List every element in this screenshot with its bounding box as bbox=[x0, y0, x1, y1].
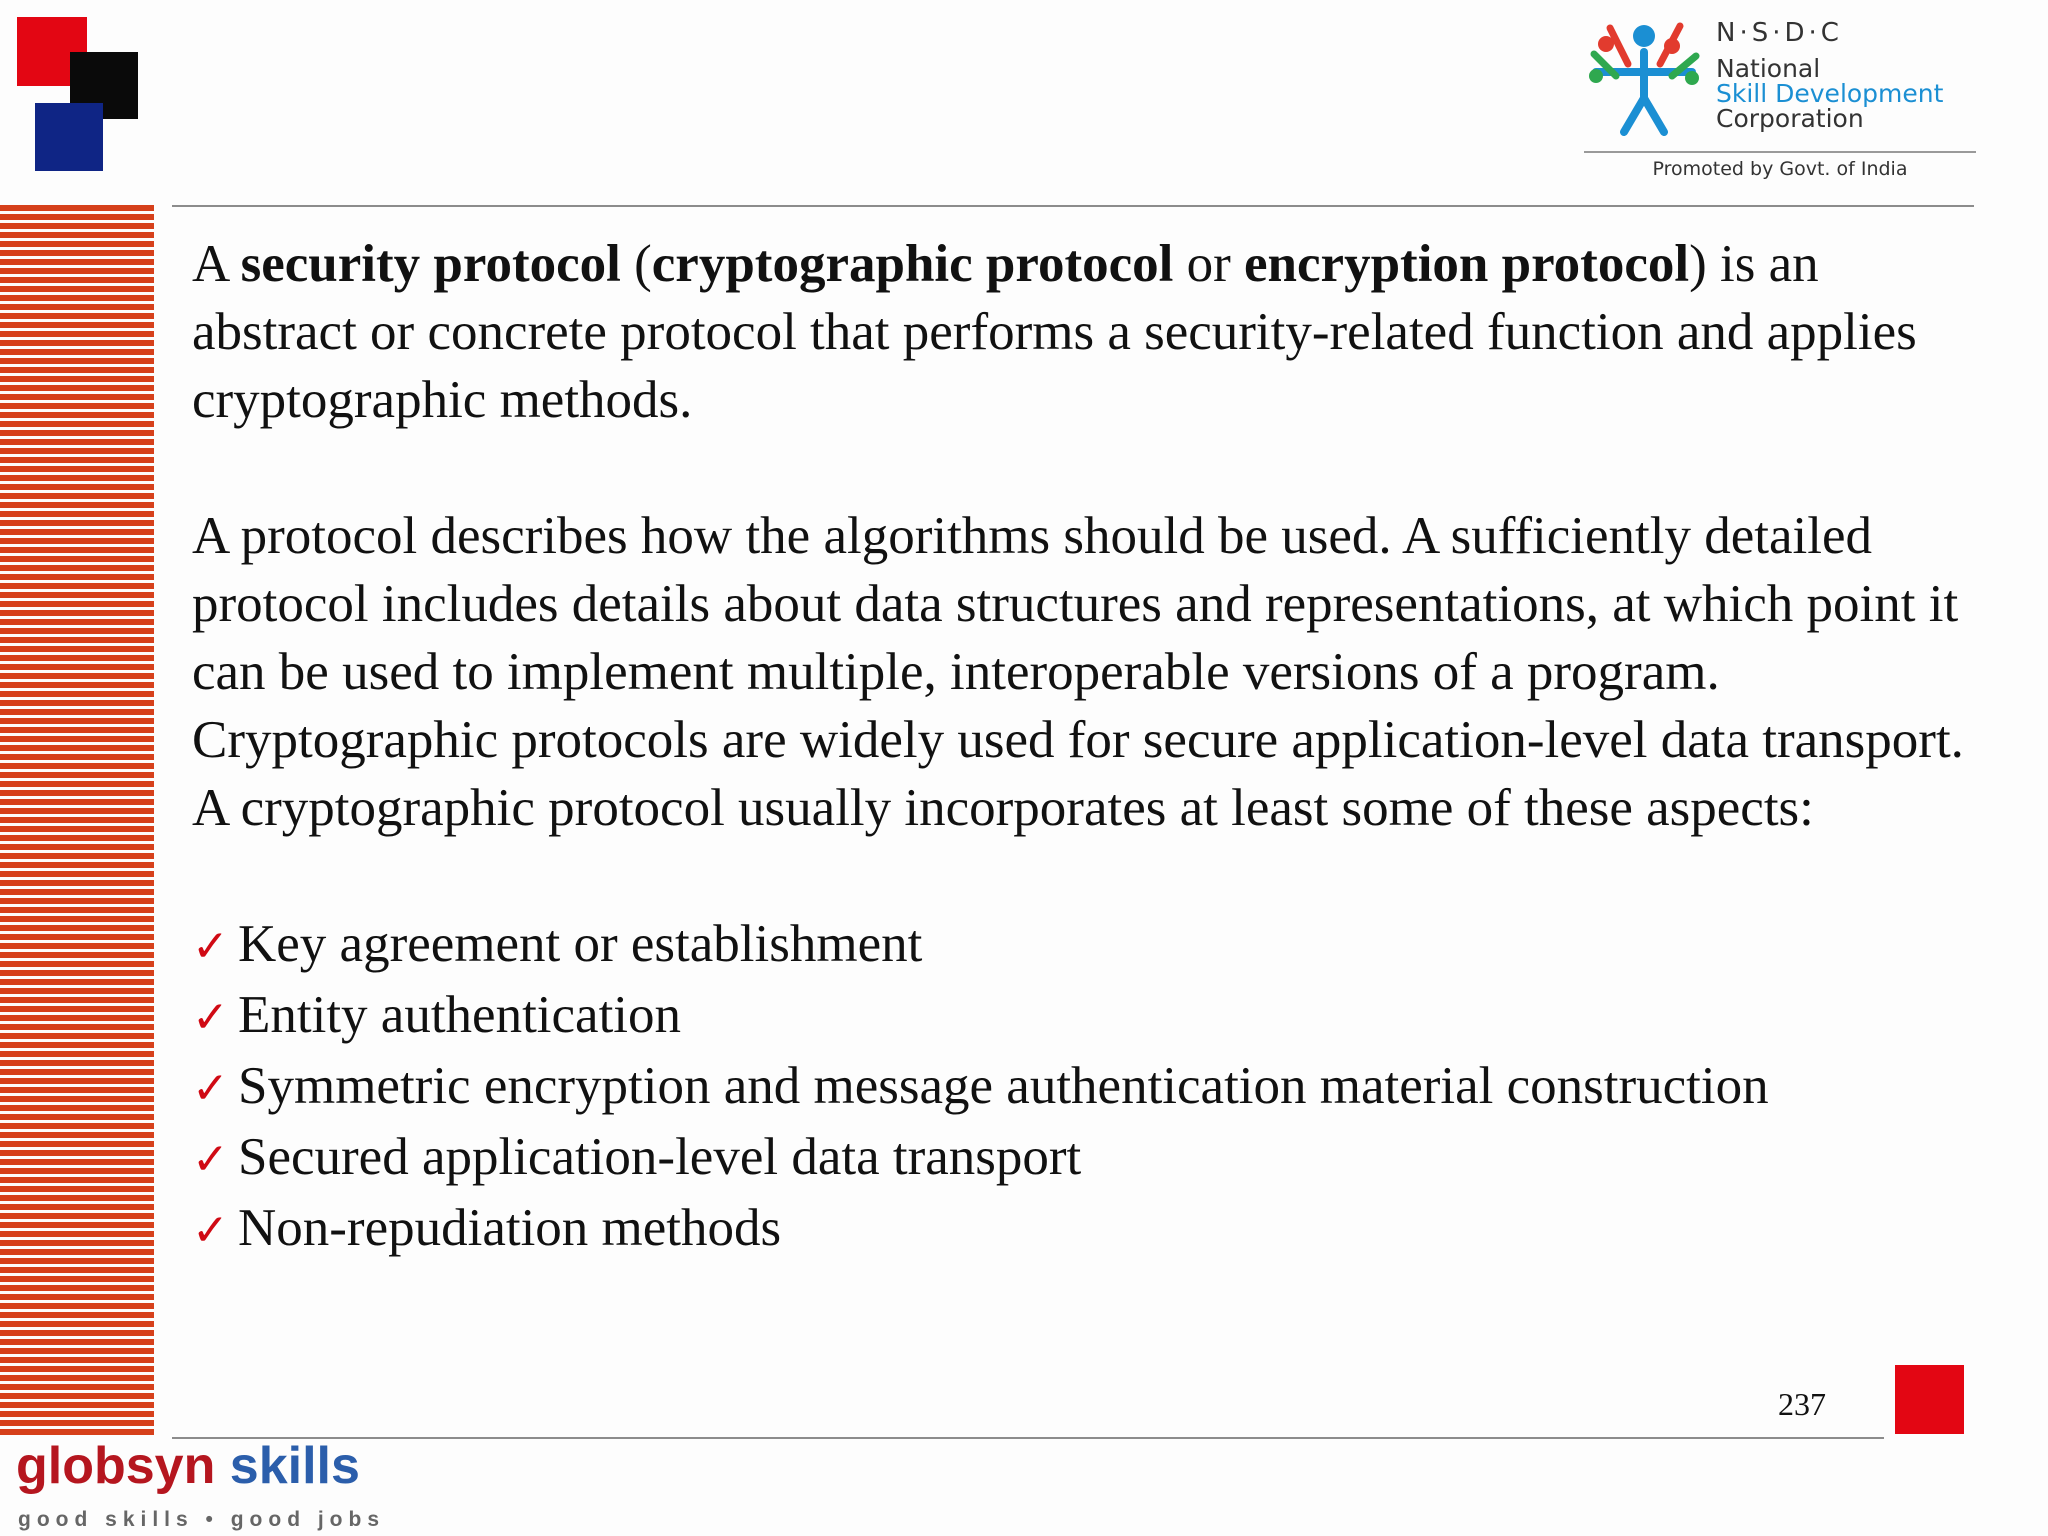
spacer bbox=[192, 842, 1972, 910]
decor-corner-square bbox=[1895, 1365, 1964, 1434]
decor-blue-square bbox=[35, 103, 103, 171]
bottom-divider bbox=[172, 1437, 1884, 1439]
term-security-protocol: security protocol bbox=[240, 235, 621, 293]
definition-paragraph: A security protocol (cryptographic protocol or encryption protocol) is an abstract or concrete protocol that performs a security-related function and applies cryptographic methods. bbox=[192, 235, 1917, 429]
term-cryptographic-protocol: cryptographic protocol bbox=[651, 235, 1174, 293]
logo-line-national: National bbox=[1716, 54, 1821, 83]
checkmark-icon: ✓ bbox=[192, 1063, 229, 1114]
nsdc-logo bbox=[1584, 14, 1976, 189]
spacer bbox=[192, 434, 1972, 502]
usage-paragraph: Cryptographic protocols are widely used for secure application-level data transport. A cryptographic protocol usually incorporates at least some of these aspects: bbox=[192, 711, 1964, 837]
decor-striped-bar bbox=[0, 205, 154, 1437]
globsyn-logo bbox=[16, 1436, 360, 1496]
nsdc-people-icon bbox=[1588, 14, 1700, 136]
brand-word-globsyn: globsyn bbox=[16, 1437, 216, 1495]
checkmark-icon: ✓ bbox=[192, 992, 229, 1043]
list-item: ✓ Entity authentication bbox=[192, 981, 1972, 1052]
logo-acronym: N·S·D·C bbox=[1716, 18, 1843, 48]
aspects-list bbox=[192, 910, 1972, 1265]
list-item: ✓ Secured application-level data transport bbox=[192, 1123, 1972, 1194]
list-item: ✓ Non-repudiation methods bbox=[192, 1194, 1972, 1265]
slide-body bbox=[192, 230, 1972, 1265]
brand-word-skills: skills bbox=[229, 1437, 360, 1495]
list-item: ✓ Key agreement or establishment bbox=[192, 910, 1972, 981]
protocol-paragraph: A protocol describes how the algorithms should be used. A sufficiently detailed protocol includes details about data structures and representations, at which point it can be used to implement multiple, interoperable versions of a program. bbox=[192, 507, 1959, 701]
checkmark-icon: ✓ bbox=[192, 921, 229, 972]
page-number: 237 bbox=[1778, 1386, 1826, 1422]
term-encryption-protocol: encryption protocol bbox=[1244, 235, 1690, 293]
list-item: ✓ Symmetric encryption and message authentication material construction bbox=[192, 1052, 1972, 1123]
logo-line-skill-development: Skill Development bbox=[1716, 79, 1944, 108]
checkmark-icon: ✓ bbox=[192, 1205, 229, 1256]
brand-tagline: good skills • good jobs bbox=[18, 1508, 386, 1531]
top-divider bbox=[172, 205, 1974, 207]
logo-promoted-text: Promoted by Govt. of India bbox=[1652, 158, 1908, 180]
logo-line-corporation: Corporation bbox=[1716, 104, 1864, 133]
logo-divider bbox=[1584, 151, 1976, 153]
checkmark-icon: ✓ bbox=[192, 1134, 229, 1185]
